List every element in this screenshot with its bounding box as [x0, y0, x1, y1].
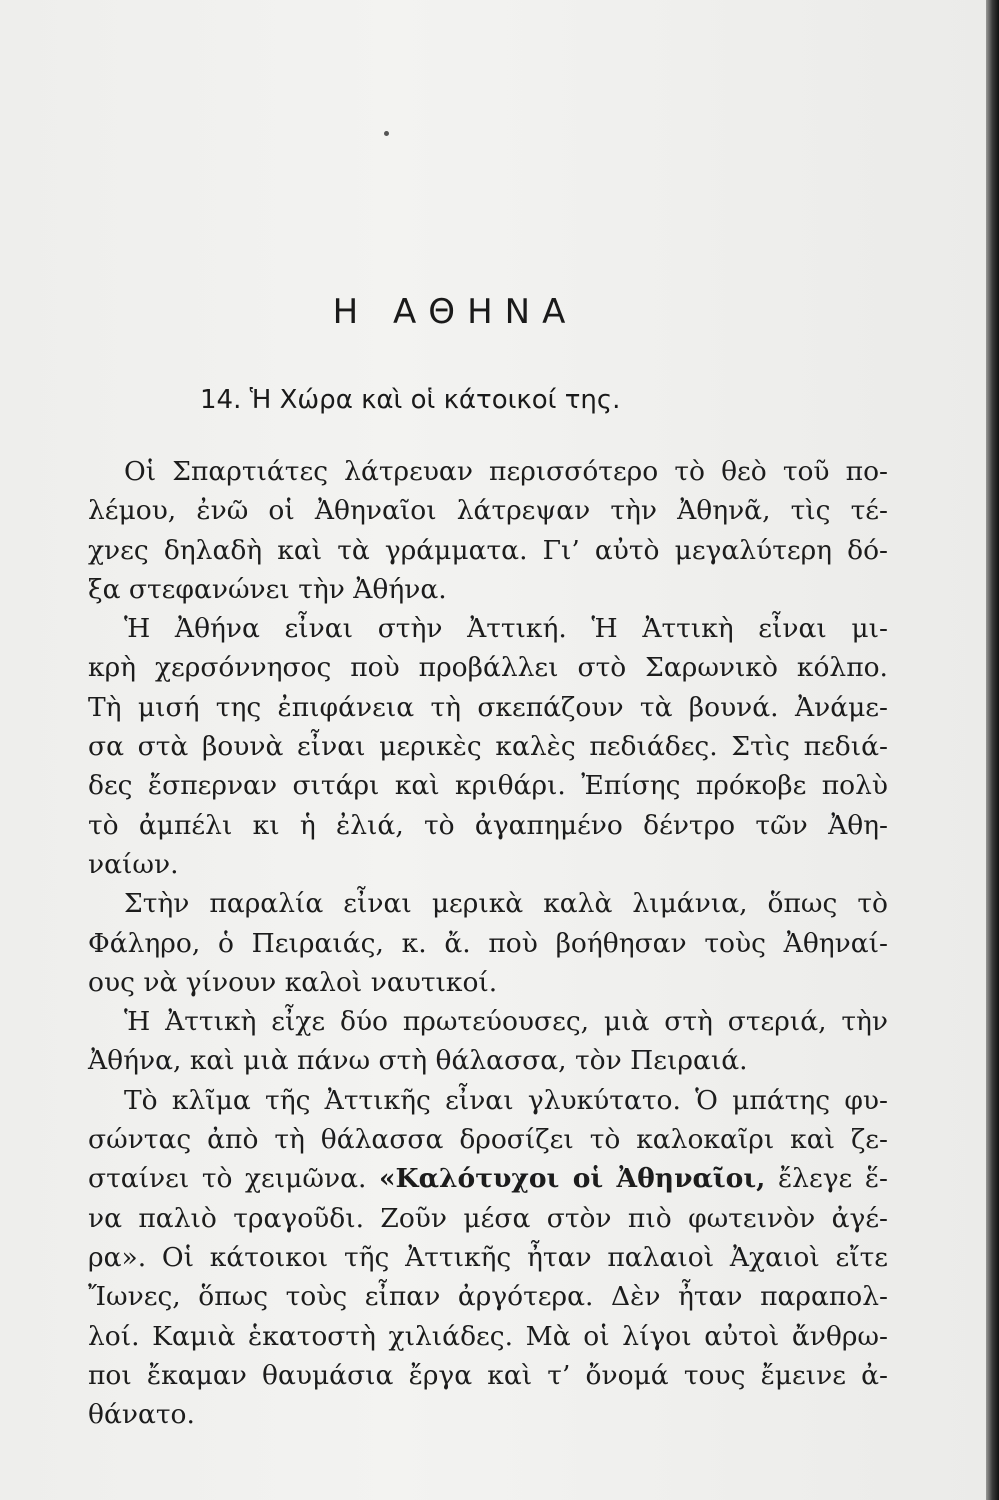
text-line: χνες δηλαδὴ καὶ τὰ γράμματα. Γι’ αὐτὸ μεγαλύτερη δό-: [88, 534, 888, 566]
text-line: Τὴ μισή της ἐπιφάνεια τὴ σκεπάζουν τὰ βουνά. Ἀνάμε-: [88, 691, 888, 723]
ink-speck: [384, 131, 389, 136]
text-line: ποι ἔκαμαν θαυμάσια ἔργα καὶ τ’ ὄνομά τους ἔμεινε ἀ-: [88, 1359, 888, 1391]
text-line: τὸ ἀμπέλι κι ἡ ἐλιά, τὸ ἀγαπημένο δέντρο τῶν Ἀθη-: [88, 809, 888, 841]
body-text: [88, 452, 888, 1434]
text-line: Τὸ κλῖμα τῆς Ἀττικῆς εἶναι γλυκύτατο. Ὁ μπάτης φυ-: [124, 1084, 888, 1116]
text-line: λοί. Καμιὰ ἑκατοστὴ χιλιάδες. Μὰ οἱ λίγοι αὐτοὶ ἄνθρω-: [88, 1320, 888, 1352]
text-line: ξα στεφανώνει τὴν Ἀθήνα.: [88, 573, 447, 605]
text-line: σώντας ἀπὸ τὴ θάλασσα δροσίζει τὸ καλοκαῖρι καὶ ζε-: [88, 1124, 888, 1156]
bold-quote: «Καλότυχοι οἱ Ἀθηναῖοι,: [378, 1163, 766, 1195]
chapter-title: Η ΑΘΗΝΑ: [332, 292, 578, 332]
text-line: δες ἔσπερναν σιτάρι καὶ κριθάρι. Ἐπίσης πρόκοβε πολὺ: [88, 770, 888, 802]
text-line: Ἀθήνα, καὶ μιὰ πάνω στὴ θάλασσα, τὸν Πειραιά.: [88, 1045, 748, 1077]
text-line: Στὴν παραλία εἶναι μερικὰ καλὰ λιμάνια, ὅπως τὸ: [124, 888, 888, 920]
page-edge-shadow: [986, 0, 999, 1500]
text-line: ους νὰ γίνουν καλοὶ ναυτικοί.: [88, 966, 498, 998]
text-line: Ἡ Ἀττικὴ εἶχε δύο πρωτεύουσες, μιὰ στὴ στεριά, τὴν: [124, 1006, 888, 1038]
text-segment: σταίνει τὸ χειμῶνα.: [88, 1163, 379, 1195]
section-heading: 14. Ἡ Χώρα καὶ οἱ κάτοικοί της.: [200, 385, 621, 415]
text-line: Ἴωνες, ὅπως τοὺς εἶπαν ἀργότερα. Δὲν ἦταν παραπολ-: [88, 1281, 888, 1313]
text-line: ρα». Οἱ κάτοικοι τῆς Ἀττικῆς ἦταν παλαιοὶ Ἀχαιοὶ εἴτε: [88, 1241, 888, 1273]
text-line: λέμου, ἐνῶ οἱ Ἀθηναῖοι λάτρεψαν τὴν Ἀθηνᾶ, τὶς τέ-: [88, 495, 888, 527]
text-line: Ἡ Ἀθήνα εἶναι στὴν Ἀττική. Ἡ Ἀττικὴ εἶναι μι-: [124, 613, 888, 645]
text-line: Οἱ Σπαρτιάτες λάτρευαν περισσότερο τὸ θεὸ τοῦ πο-: [124, 456, 888, 487]
text-line: [88, 1159, 888, 1198]
text-line: να παλιὸ τραγοῦδι. Ζοῦν μέσα στὸν πιὸ φωτεινὸν ἀγέ-: [88, 1202, 888, 1234]
text-line: σα στὰ βουνὰ εἶναι μερικὲς καλὲς πεδιάδες. Στὶς πεδιά-: [88, 731, 888, 763]
text-line: κρὴ χερσόννησος ποὺ προβάλλει στὸ Σαρωνικὸ κόλπο.: [88, 652, 888, 684]
text-segment: ἔλεγε ἕ-: [765, 1163, 888, 1195]
text-line: Φάληρο, ὁ Πειραιάς, κ. ἄ. ποὺ βοήθησαν τοὺς Ἀθηναί-: [88, 927, 888, 959]
text-line: θάνατο.: [88, 1399, 195, 1431]
text-line: ναίων.: [88, 848, 179, 880]
